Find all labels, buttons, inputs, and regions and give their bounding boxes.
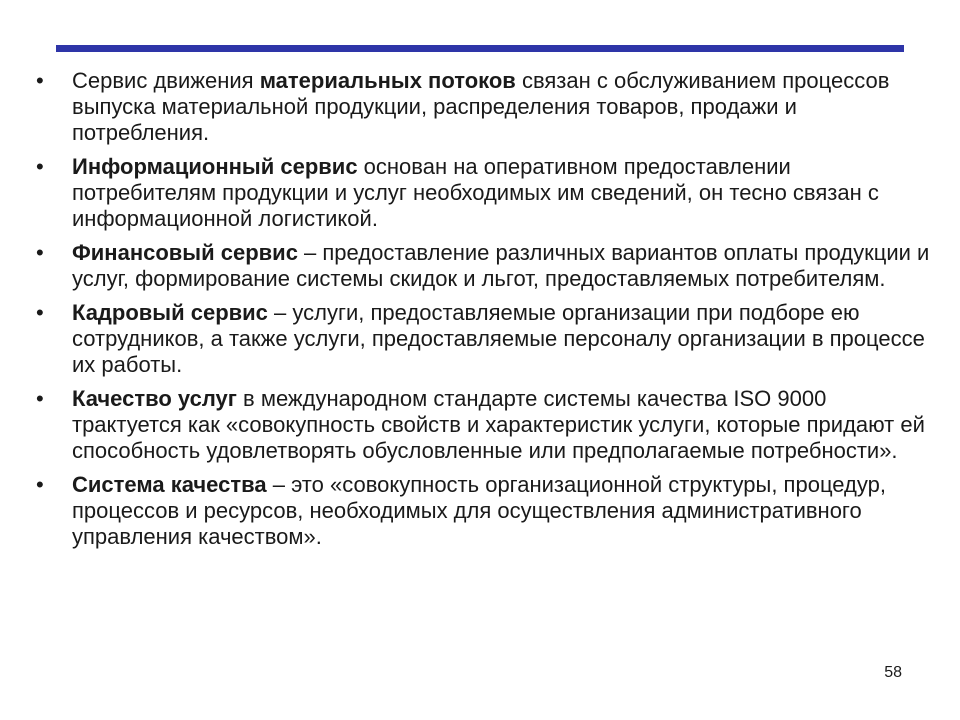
bullet-icon: • <box>36 154 44 179</box>
item-text: – предоставление различных вариантов оплаты продукции и услуг, формирование системы скидок и льгот, предоставляемых потребителям. <box>72 240 930 291</box>
bullet-icon: • <box>36 300 44 325</box>
bullet-icon: • <box>36 240 44 265</box>
bullet-icon: • <box>36 472 44 497</box>
item-text: – услуги, предоставляемые организации при подборе ею сотрудников, а также услуги, предоставляемые персоналу организации в процессе их работы. <box>72 300 925 377</box>
list-item-quality-system <box>36 472 936 550</box>
item-text: связан с обслуживанием процессов выпуска материальной продукции, распределения товаров, продажи и потребления. <box>72 68 890 145</box>
bullet-text <box>72 300 925 377</box>
bullet-icon: • <box>36 386 44 411</box>
item-term: материальных потоков <box>259 68 516 93</box>
item-term: Информационный сервис <box>72 154 358 179</box>
bullet-text <box>72 68 889 145</box>
bullet-icon: • <box>36 68 44 93</box>
list-item-service-quality <box>36 386 936 464</box>
item-term: Финансовый сервис <box>72 240 298 265</box>
item-term: Система качества <box>72 472 267 497</box>
item-text-lead: Сервис движения <box>72 68 260 93</box>
bullet-list <box>36 68 936 558</box>
list-item-finance-service <box>36 240 936 292</box>
item-text: основан на оперативном предоставлении потребителям продукции и услуг необходимых им сведений, он тесно связан с информационной логистикой. <box>72 154 879 231</box>
bullet-text <box>72 472 886 549</box>
item-term: Качество услуг <box>72 386 237 411</box>
item-text: – это «совокупность организационной структуры, процедур, процессов и ресурсов, необходимых для осуществления административного управления качеством». <box>72 472 886 549</box>
list-item-hr-service <box>36 300 936 378</box>
list-item-info-service <box>36 154 936 232</box>
list-item-material-flow <box>36 68 936 146</box>
top-rule <box>56 45 904 52</box>
bullet-text <box>72 240 929 291</box>
item-text: в международном стандарте системы качества ISO 9000 трактуется как «совокупность свойств и характеристик услуги, которые придают ей способность удовлетворять обусловленные или предполагаемые потребности». <box>72 386 925 463</box>
item-term: Кадровый сервис <box>72 300 268 325</box>
bullet-text <box>72 386 925 463</box>
bullet-text <box>72 154 879 231</box>
page-number: 58 <box>884 664 902 681</box>
